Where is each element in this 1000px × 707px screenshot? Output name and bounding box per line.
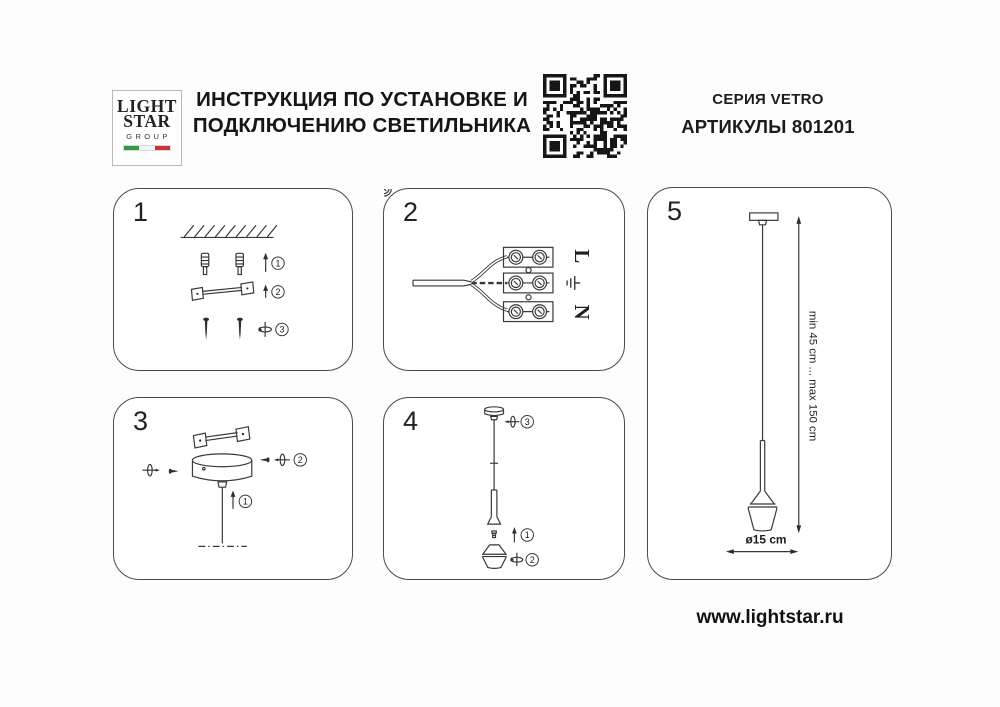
page-title	[186, 87, 538, 139]
pendant-tube	[488, 490, 501, 524]
svg-text:2: 2	[275, 287, 281, 298]
turn-screw-icon	[143, 464, 160, 475]
lamp-socket-icon	[492, 531, 496, 538]
ceiling-plate-icon	[750, 213, 778, 225]
glass-shade-icon	[748, 491, 777, 531]
ceiling-hatch	[181, 226, 277, 238]
svg-text:2: 2	[529, 554, 535, 565]
title-line-2: ПОДКЛЮЧЕНИЮ СВЕТИЛЬНИКА	[192, 114, 532, 137]
turn-screw-icon	[510, 553, 522, 566]
screw-icon	[237, 318, 243, 340]
terminal-screw-icon	[384, 189, 391, 196]
terminal-screw-icon	[509, 305, 523, 319]
panel-number: 2	[403, 197, 419, 227]
terminal-screw-icon	[533, 276, 547, 290]
website-url: www.lightstar.ru	[696, 607, 844, 628]
step-marker-3	[521, 416, 533, 428]
panel-4-diagram	[384, 398, 624, 579]
logo-text-star: STAR	[123, 111, 171, 131]
step-panel-4	[383, 397, 625, 580]
wall-plug-icon	[236, 253, 243, 274]
terminal-screw-icon	[509, 276, 523, 290]
mounting-bracket-icon	[191, 282, 253, 300]
turn-screw-icon	[504, 416, 519, 427]
step-marker-2	[294, 454, 306, 466]
live-wire-label: L	[570, 249, 594, 264]
panel-3-diagram	[114, 398, 352, 579]
italian-flag-icon	[123, 145, 171, 151]
step-marker-3	[276, 323, 288, 335]
height-dimension-arrow	[796, 216, 801, 533]
logo-text-light: LIGHT	[117, 96, 177, 116]
mounting-bracket-icon	[193, 427, 249, 448]
svg-text:1: 1	[242, 496, 248, 507]
title-line-1: ИНСТРУКЦИЯ ПО УСТАНОВКЕ И	[196, 88, 528, 111]
power-cable	[413, 257, 507, 310]
insert-arrow-icon	[231, 490, 236, 508]
panel-number: 5	[667, 196, 683, 226]
lightstar-logo	[112, 90, 182, 166]
flag-white	[139, 146, 154, 150]
wall-plug-icon	[201, 253, 208, 274]
step-panel-1	[113, 188, 353, 371]
height-dimension-label: min 45 cm ... max 150 cm	[806, 310, 819, 442]
neutral-wire-label: N	[570, 304, 594, 320]
svg-text:1: 1	[524, 530, 530, 541]
ceiling-canopy-icon	[192, 454, 251, 487]
step-marker-1	[239, 495, 251, 507]
glass-shade-icon	[482, 545, 507, 568]
insert-arrow-icon	[263, 253, 268, 272]
step-marker-2	[526, 553, 538, 565]
series-label: СЕРИЯ VETRO	[712, 91, 824, 108]
terminal-screw-icon	[533, 250, 547, 264]
logo-text-group: GROUP	[126, 131, 171, 141]
panel-number: 4	[403, 406, 419, 436]
articles-label: АРТИКУЛЫ 801201	[681, 116, 855, 137]
flag-red	[155, 146, 170, 150]
svg-text:3: 3	[524, 416, 530, 427]
panel-5-diagram	[648, 188, 891, 579]
ceiling-canopy-icon	[485, 407, 504, 420]
step-panel-2	[383, 188, 625, 371]
svg-text:1: 1	[275, 258, 281, 269]
step-marker-1	[272, 257, 284, 269]
flag-green	[124, 146, 139, 150]
step-marker-1	[521, 529, 533, 541]
terminal-block	[384, 189, 553, 322]
insert-arrow-icon	[512, 527, 517, 542]
svg-text:2: 2	[297, 454, 303, 465]
panel-1-diagram	[114, 189, 352, 370]
screw-icon	[260, 457, 269, 462]
panel-number: 1	[133, 197, 149, 227]
diameter-dimension-arrow	[726, 549, 798, 554]
pendant-tube	[760, 441, 764, 492]
product-info	[653, 91, 883, 138]
step-panel-5	[647, 187, 892, 580]
svg-text:3: 3	[279, 324, 285, 335]
panel-number: 3	[133, 406, 149, 436]
terminal-screw-icon	[509, 250, 523, 264]
screw-icon	[203, 318, 209, 340]
qr-code	[543, 74, 627, 158]
step-panel-3	[113, 397, 353, 580]
terminal-screw-icon	[533, 305, 547, 319]
turn-screw-icon	[258, 322, 271, 337]
step-marker-2	[272, 286, 284, 298]
turn-screw-icon	[274, 454, 290, 465]
screw-icon	[169, 469, 178, 474]
earth-symbol-icon	[567, 276, 580, 290]
diameter-dimension-label: ø15 cm	[745, 532, 787, 547]
insert-arrow-icon	[263, 284, 268, 297]
panel-2-diagram	[384, 189, 624, 370]
